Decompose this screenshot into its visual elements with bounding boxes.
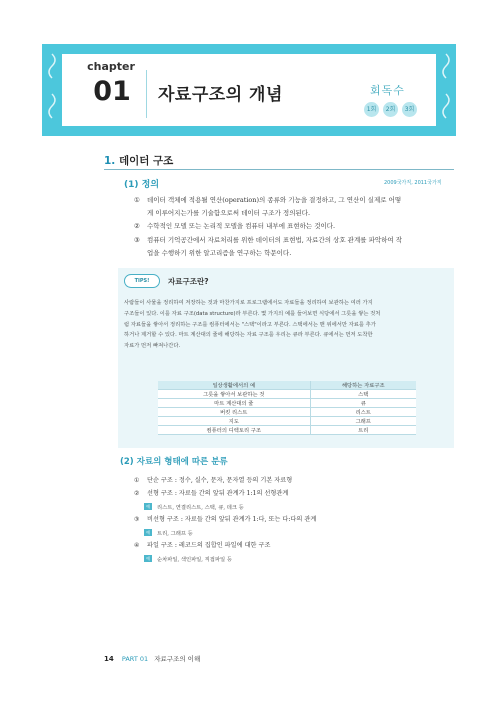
table-cell: 컴퓨터의 디렉토리 구조 [158,426,310,435]
item-marker: ② [134,490,140,497]
chapter-number: 01 [93,76,131,107]
table-row [158,399,416,408]
review-circle-3[interactable]: 3회 [402,102,417,117]
table-header: 해당하는 자료구조 [310,381,416,390]
subsection-definition-title: (1) 정의 [124,180,160,190]
table-header: 일상생활에서의 예 [158,381,310,390]
section-title: 데이터 구조 [118,155,174,167]
item-marker: ① [134,196,140,204]
tips-paragraph [124,298,450,352]
table-row [158,417,416,426]
example-text: 리스트, 연결리스트, 스택, 큐, 데크 등 [157,504,244,511]
example-line [134,552,454,565]
list-item [134,220,454,233]
item-marker: ① [134,477,140,484]
item-marker [134,247,147,260]
list-item [134,207,454,220]
banner-ornament-left [42,44,62,136]
review-circle-2[interactable]: 2회 [383,102,398,117]
banner-ornament-right [436,44,456,136]
section-rule [104,169,454,170]
review-circles [364,102,417,117]
tips-line: 럼 자료들을 쌓아서 정리하는 구조를 컴퓨터에서는 "스택"이라고 부른다. 스택에서는 맨 위에서만 자료를 추가 [124,321,376,328]
item-text: 게 이루어지는가를 기술함으로써 데이터 구조가 정의된다. [147,209,311,218]
subsection-classification-title: (2) 자료의 형태에 따른 분류 [120,457,228,467]
tips-badge: TIPS! [124,274,160,288]
item-marker: ② [134,222,140,231]
table-cell: 지도 [158,417,310,426]
tips-line: 하거나 제거할 수 있다. 마트 계산대의 줄에 해당하는 자료 구조를 우리는 큐라 부른다. 큐에서는 먼저 도착한 [124,332,373,339]
list-item [134,487,454,500]
table-row [158,390,416,399]
review-circle-1[interactable]: 1회 [364,102,379,117]
table-cell: 스택 [310,390,416,399]
item-text: 컴퓨터 기억공간에서 자료처리를 위한 데이터의 표현법, 자료간의 상호 관계를 파악하여 작 [147,235,403,244]
exam-tag: 2009국가직, 2011국가직 [384,180,442,186]
table-cell: 리스트 [310,408,416,417]
section-heading [104,153,173,168]
item-text: 파일 구조 : 레코드의 집합인 파일에 대한 구조 [147,542,271,549]
list-item [134,474,454,487]
example-icon: 예 [144,555,152,562]
list-item [134,247,454,260]
page-footer [104,654,200,663]
definition-list [134,194,454,260]
tips-line: 사람들이 사물을 정리하여 저장하는 것과 마찬가지로 프로그램에서도 자료들을 정리하여 보관하는 여러 가지 [124,300,373,306]
table-cell: 버킷 리스트 [158,408,310,417]
example-text: 트리, 그래프 등 [157,530,193,537]
classification-list [134,474,454,565]
item-text: 단순 구조 : 정수, 실수, 문자, 문자열 등의 기본 자료형 [147,477,293,484]
chapter-divider [146,70,147,118]
table-cell: 그래프 [310,417,416,426]
chapter-label: chapter [87,60,135,73]
item-marker [134,207,147,220]
footer-title: 자료구조의 이해 [154,655,201,663]
table-cell: 트리 [310,426,416,435]
item-text: 데이터 객체에 적용될 연산(operation)의 종류와 기능을 결정하고, 그 연산이 실제로 어떻 [147,196,402,204]
item-text: 비선형 구조 : 자료들 간의 앞뒤 관계가 1:다, 또는 다:다의 관계 [147,516,317,523]
table-cell: 마트 계산대의 줄 [158,399,310,408]
example-text: 순차파일, 색인파일, 직접파일 등 [157,556,232,563]
review-count-label: 회독수 [370,84,405,97]
table-cell: 큐 [310,399,416,408]
list-item [134,539,454,552]
item-text: 선형 구조 : 자료들 간의 앞뒤 관계가 1:1의 선형관계 [147,490,289,497]
tips-line: 자료가 먼저 빠져나간다. [124,343,181,350]
item-text: 업을 수행하기 위한 알고리즘을 연구하는 학문이다. [147,248,292,257]
tips-title: 자료구조란? [168,277,209,286]
item-marker: ④ [134,542,140,549]
example-table [158,381,416,435]
table-header-row [158,381,416,390]
tips-line: 구조들이 있다. 이를 자료 구조(data structure)라 부른다. 몇 가지의 예를 들어보면 식당에서 그릇을 쌓는 것처 [124,310,381,317]
page-number: 14 [104,655,114,663]
table-row [158,426,416,435]
table-row [158,408,416,417]
item-text: 수학적인 모델 또는 논리적 모델을 컴퓨터 내부에 표현하는 것이다. [147,222,336,231]
chapter-title: 자료구조의 개념 [158,85,283,105]
section-number: 1. [104,155,116,167]
list-item [134,513,454,526]
item-marker: ③ [134,235,140,244]
list-item [134,234,454,247]
table-cell: 그릇을 쌓아서 보관하는 것 [158,390,310,399]
item-marker: ③ [134,516,140,523]
example-icon: 예 [144,503,152,510]
list-item [134,194,454,207]
example-line [134,526,454,539]
example-icon: 예 [144,529,152,536]
footer-part: PART 01 [121,655,149,663]
example-line [134,500,454,513]
